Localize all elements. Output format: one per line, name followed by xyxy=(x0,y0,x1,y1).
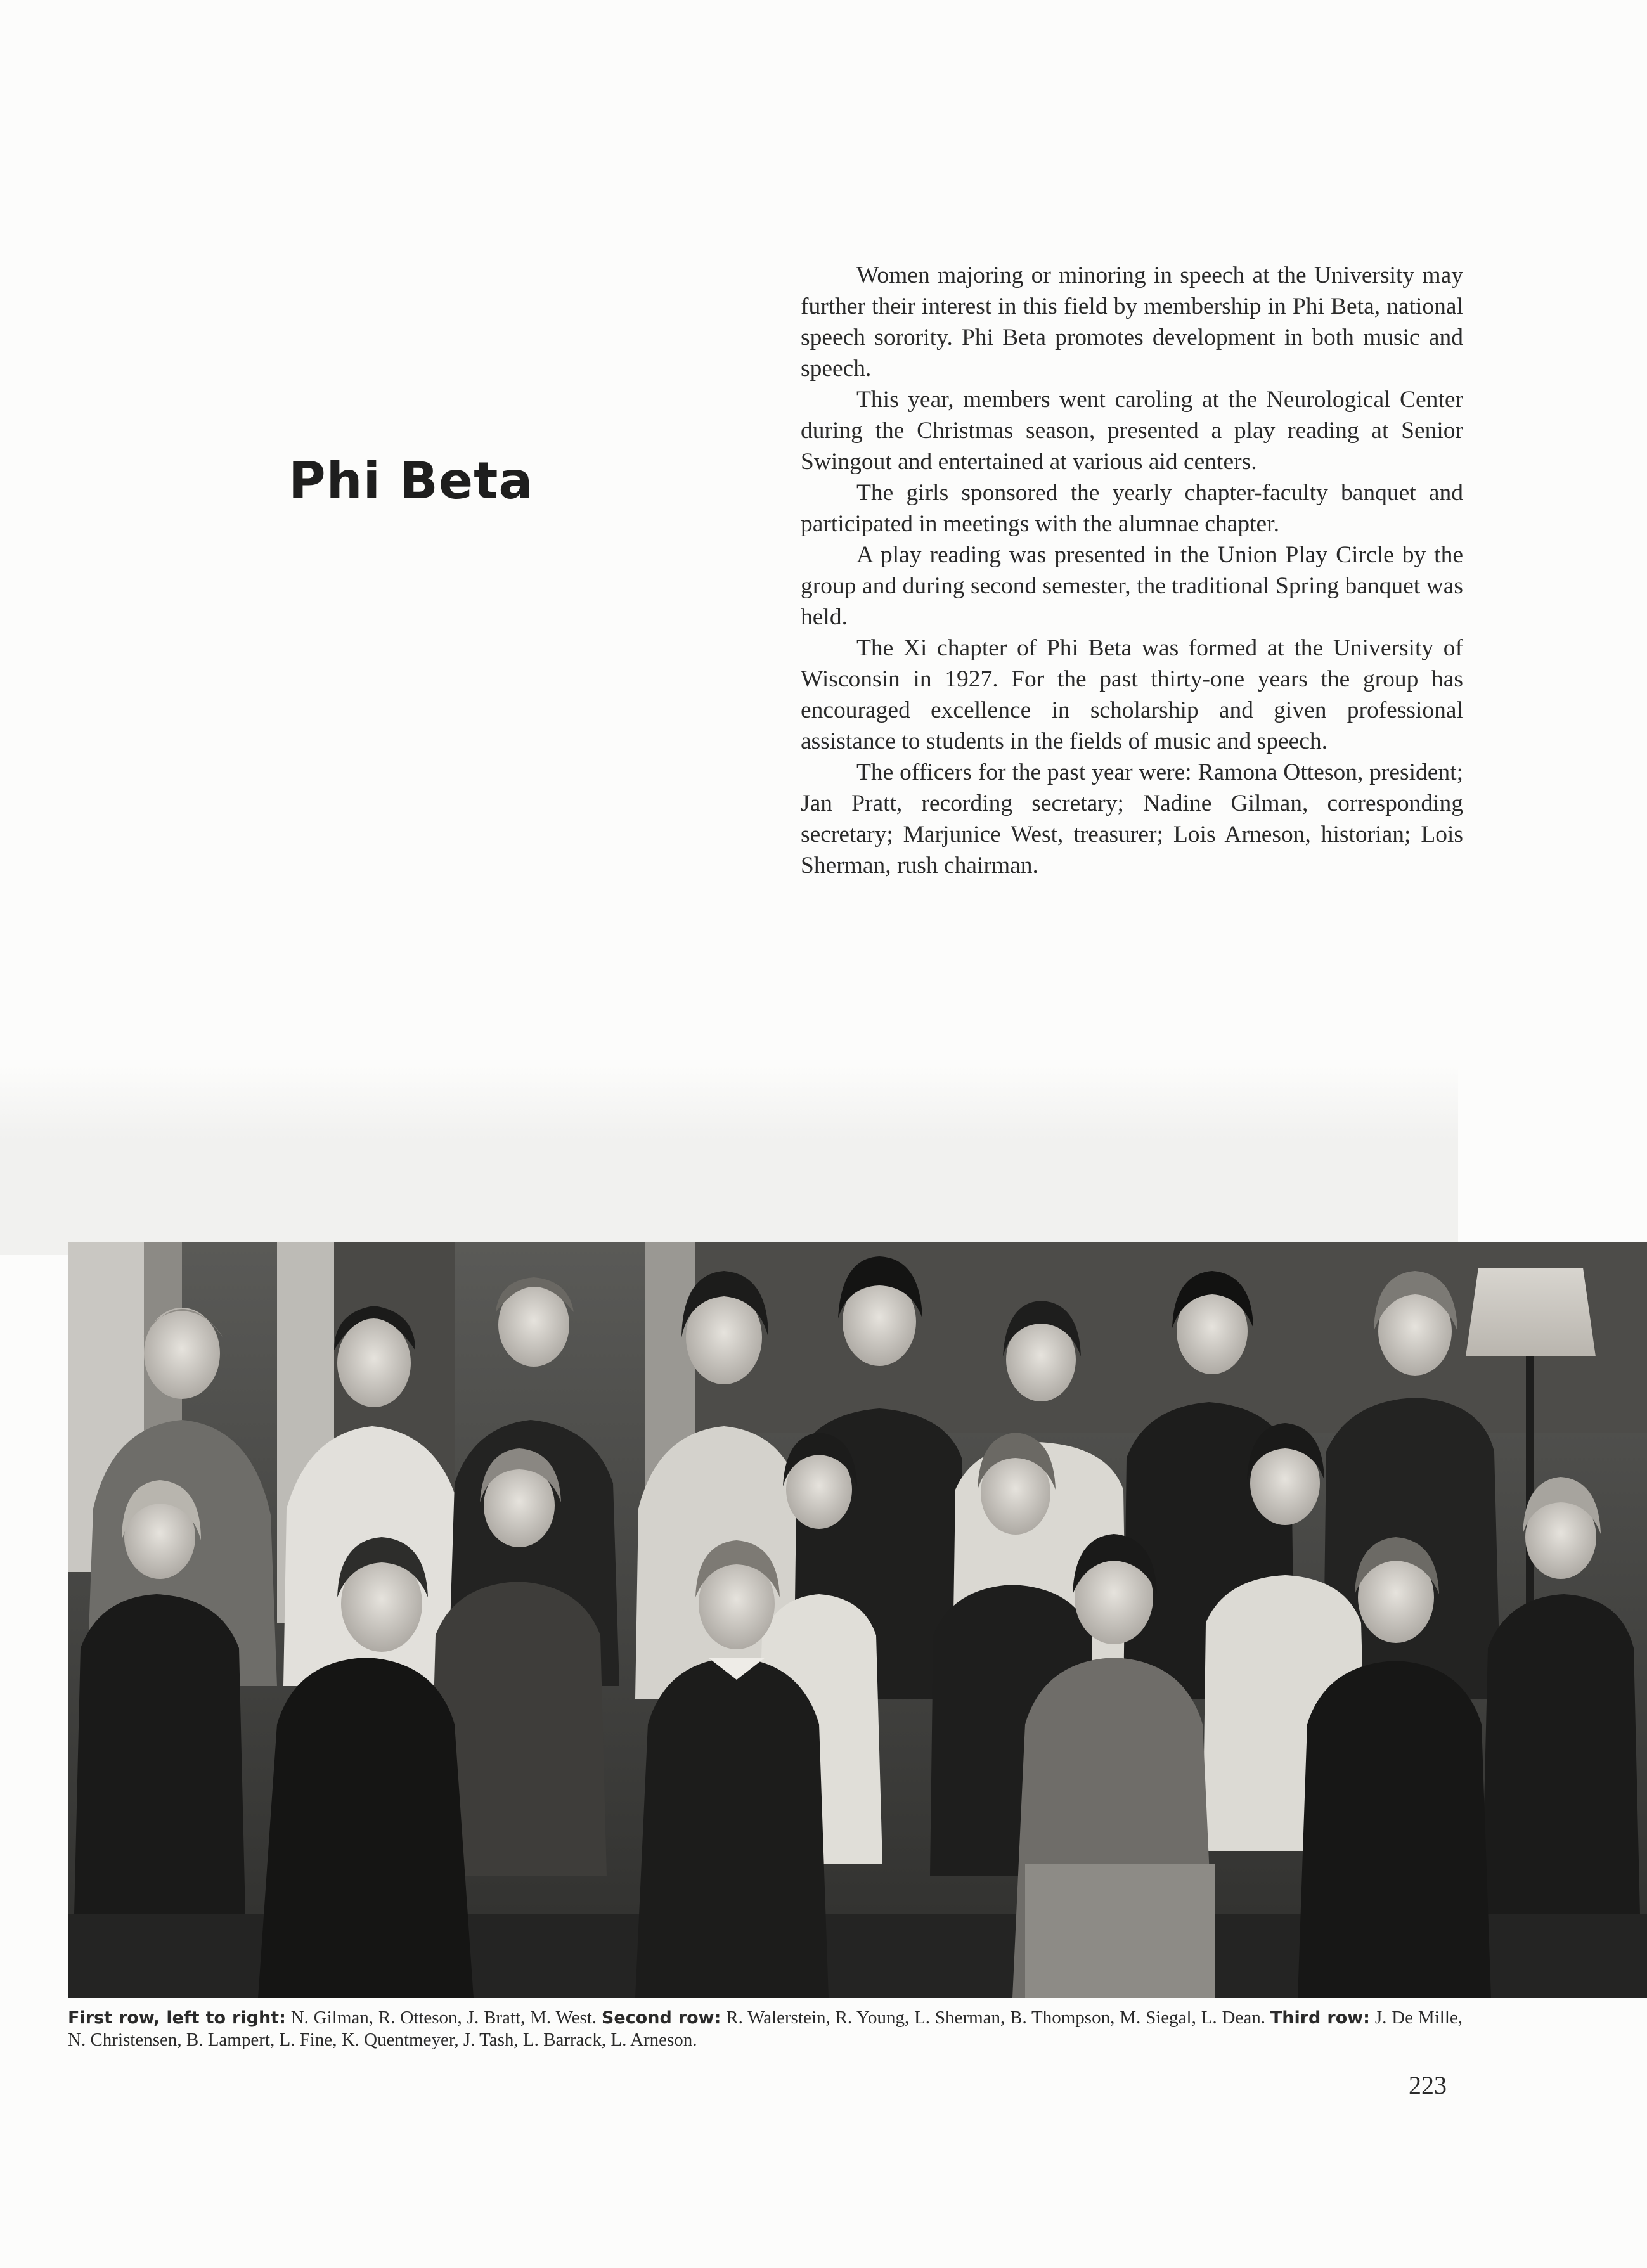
caption-third-row-label: Third row: xyxy=(1270,2008,1370,2028)
article-paragraph: The Xi chapter of Phi Beta was formed at the University of Wisconsin in 1927. For the past thirty-one years the group has encouraged excellence in scholarship and given professional assistance to students in the fields of music and speech. xyxy=(801,635,1463,754)
caption-second-row-label: Second row: xyxy=(601,2008,721,2028)
page-show-through xyxy=(0,1065,1458,1255)
page-number: 223 xyxy=(1409,2071,1447,2099)
article-paragraph: A play reading was presented in the Union Play Circle by the group and during second semester, the traditional Spring banquet was held. xyxy=(801,542,1463,630)
article-paragraph: Women majoring or minoring in speech at the University may further their interest in this field by membership in Phi Beta, national speech sorority. Phi Beta promotes development in both music and speech. xyxy=(801,262,1463,382)
page-title: Phi Beta xyxy=(288,451,534,510)
group-photo xyxy=(68,1242,1647,1998)
article-paragraph: This year, members went caroling at the Neurological Center during the Christmas season, presented a play reading at Senior Swingout and entertained at various aid centers. xyxy=(801,387,1463,475)
article-paragraph: The girls sponsored the yearly chapter-faculty banquet and participated in meetings with the alumnae chapter. xyxy=(801,480,1463,537)
photo-caption xyxy=(68,2007,1463,2051)
article-body xyxy=(801,260,1463,881)
caption-first-row-names: N. Gilman, R. Otteson, J. Bratt, M. West. xyxy=(290,2007,597,2028)
caption-second-row-names: R. Walerstein, R. Young, L. Sherman, B. Thompson, M. Siegal, L. Dean. xyxy=(726,2007,1265,2028)
caption-third-row-names: J. De Mille, N. Christensen, B. Lampert, L. Fine, K. Quentmeyer, J. Tash, L. Barrack, L. Arneson. xyxy=(68,2007,1463,2050)
caption-first-row-label: First row, left to right: xyxy=(68,2008,286,2028)
article-paragraph: The officers for the past year were: Ramona Otteson, president; Jan Pratt, recording secretary; Nadine Gilman, corresponding secretary; Marjunice West, treasurer; Lois Arneson, historian; Lois Sherman, rush chairman. xyxy=(801,759,1463,879)
